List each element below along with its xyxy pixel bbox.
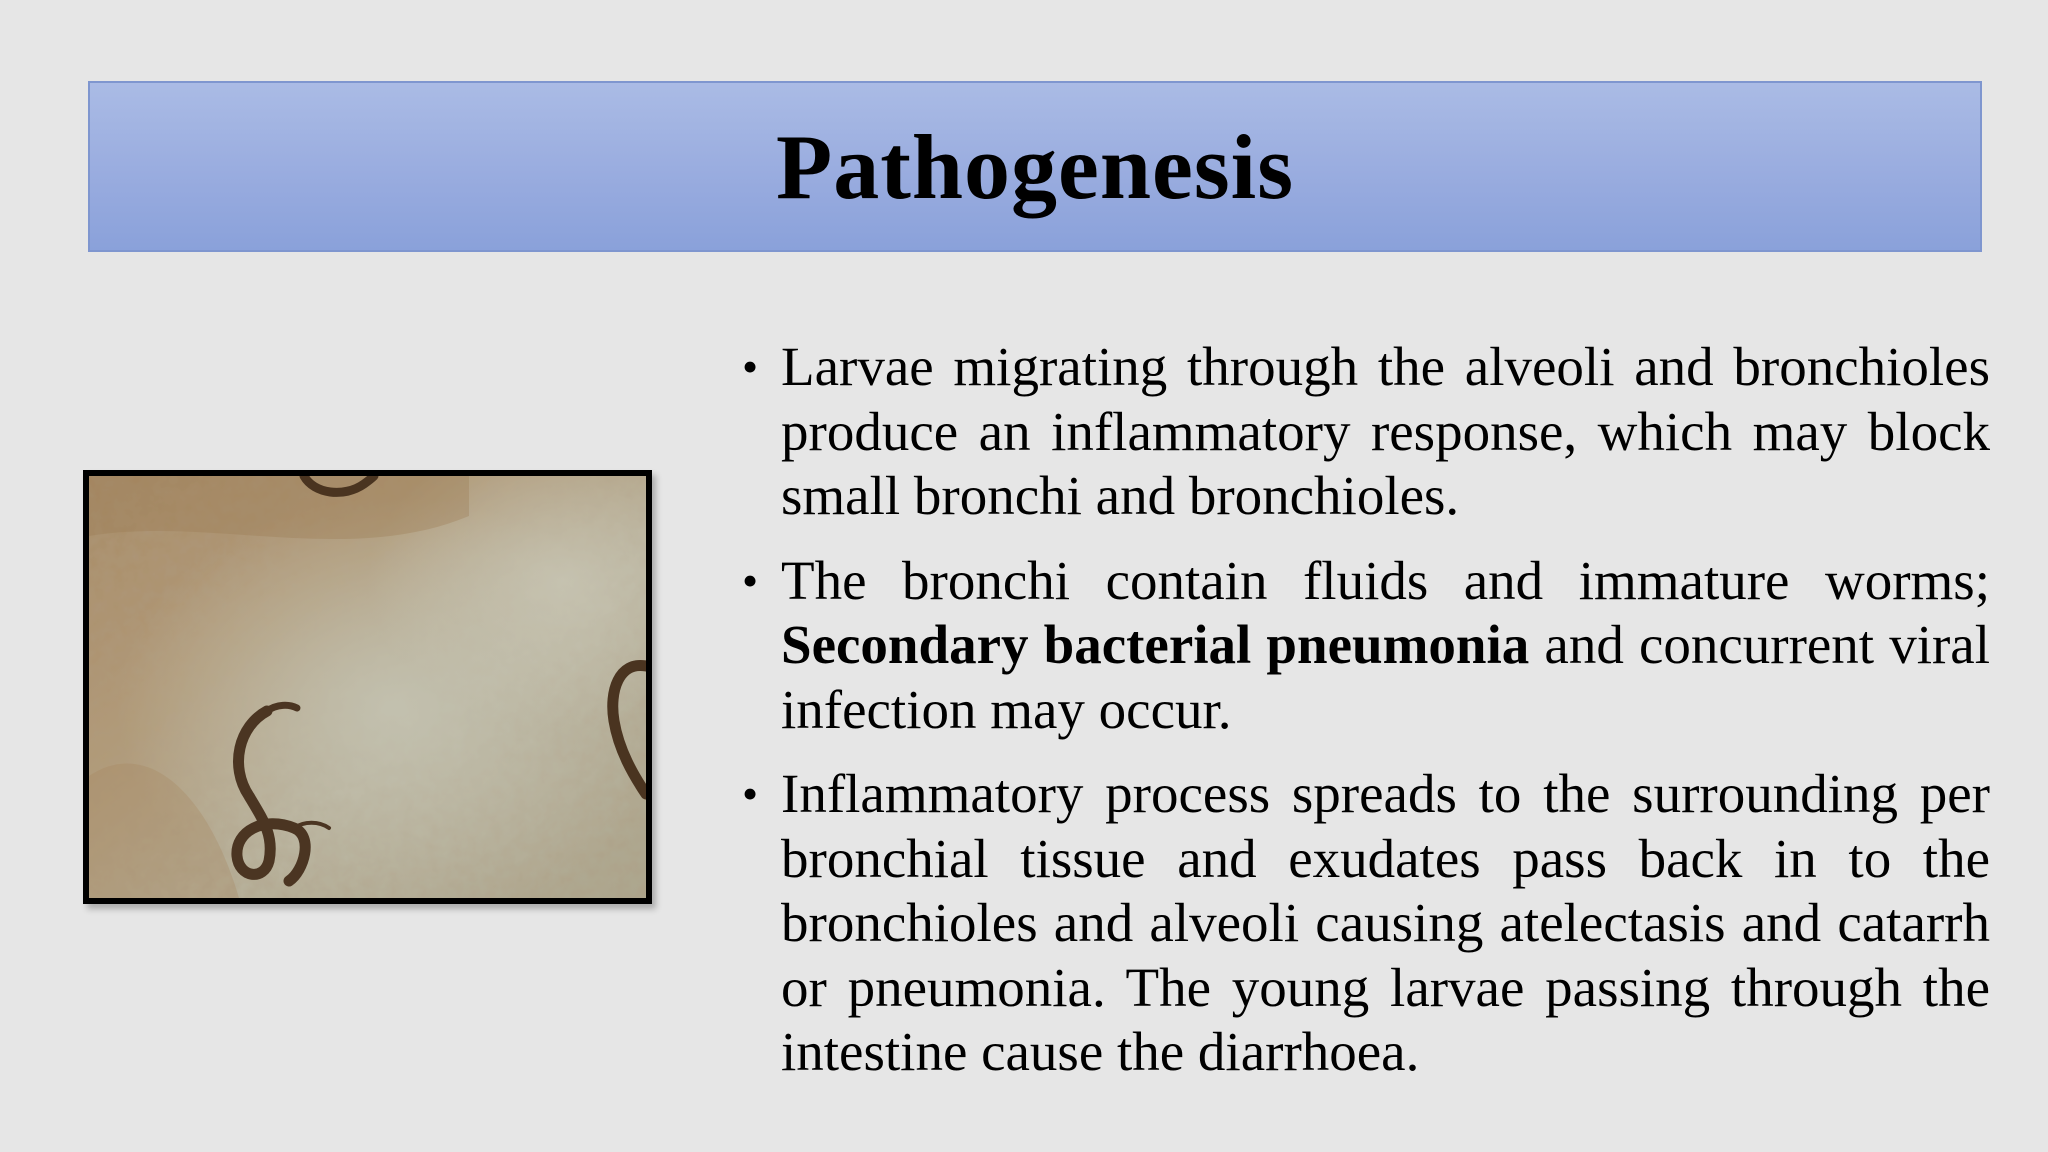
bullet-text: and concurrent viral infection may occur. — [781, 614, 1990, 740]
bullet-text: Inflammatory process spreads to the surrounding per bronchial tissue and exudates pass back in to the bronchioles and alveoli causing atelectasis and catarrh or pneumonia. The young larvae passing through the intestine cause the diarrhoea. — [781, 763, 1990, 1082]
bullet-list — [740, 335, 1990, 1105]
bullet-text: The bronchi contain fluids and immature worms; — [781, 549, 1990, 611]
bullet-item — [740, 335, 1990, 529]
bullet-item — [740, 762, 1990, 1085]
larvae-micrograph-illustration — [89, 476, 646, 898]
bullet-marker: • — [742, 554, 759, 606]
larvae-micrograph-image — [83, 470, 652, 904]
title-bar — [88, 81, 1982, 252]
bullet-marker: • — [742, 768, 759, 819]
bullet-marker: • — [742, 341, 759, 392]
bullet-item — [740, 549, 1990, 743]
slide-title: Pathogenesis — [776, 115, 1294, 218]
bullet-bold-text: Secondary bacterial pneumonia — [781, 614, 1530, 675]
bullet-text: Larvae migrating through the alveoli and bronchioles produce an inflammatory response, which may block small bronchi and bronchioles. — [781, 336, 1990, 526]
